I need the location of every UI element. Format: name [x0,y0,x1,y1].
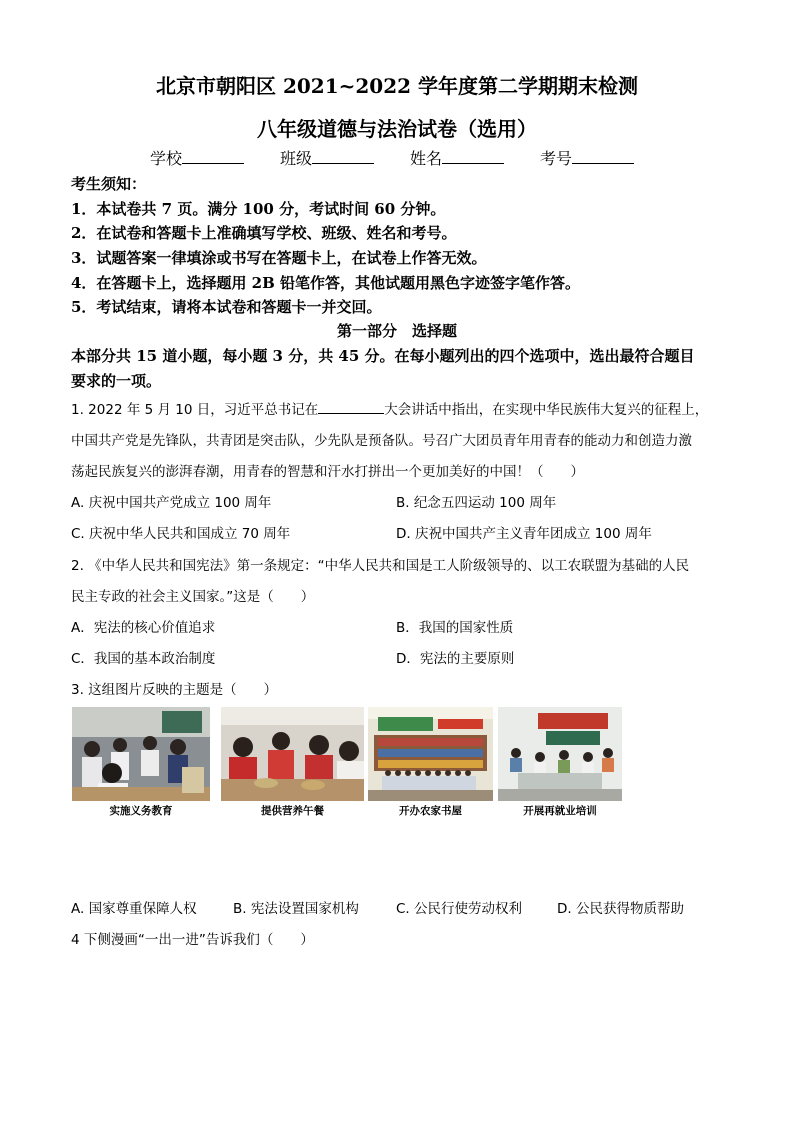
notice-heading: 考生须知： [71,175,147,193]
section-intro: 要求的一项。 [71,372,162,390]
name-blank [442,148,504,164]
q3-option-b: B. 宪法设置国家机构 [233,901,359,917]
exam-title: 北京市朝阳区 2021~2022 学年度第二学期期末检测 [155,74,638,98]
photo-caption: 开展再就业培训 [523,805,597,817]
exam-number-blank [572,148,634,164]
notice-item: 2．在试卷和答题卡上准确填写学校、班级、姓名和考号。 [71,224,457,242]
notice-item: 4．在答题卡上，选择题用 2B 铅笔作答，其他试题用黑色字迹签字笔作答。 [71,274,580,292]
question-3-stem: 3. 这组图片反映的主题是（ ） [71,682,278,698]
notice-item: 3．试题答案一律填涂或书写在答题卡上，在试卷上作答无效。 [71,249,487,267]
student-info-row [150,146,670,169]
q2-option-d: D．宪法的主要原则 [396,651,515,667]
photo-classroom [72,707,210,801]
field-name: 姓名 [410,146,504,169]
class-blank [312,148,374,164]
q2-option-c: C．我国的基本政治制度 [71,651,216,667]
question-1-line: 荡起民族复兴的澎湃春潮，用青春的智慧和汗水打拼出一个更加美好的中国！（ ） [71,464,584,480]
notice-item: 1．本试卷共 7 页。满分 100 分，考试时间 60 分钟。 [71,200,446,218]
section-title: 第一部分 选择题 [336,322,457,340]
photo-lunch [221,707,364,801]
q1-option-a: A. 庆祝中国共产党成立 100 周年 [71,495,272,511]
field-exam-number: 考号 [540,146,634,169]
q1-option-d: D. 庆祝中国共产主义青年团成立 100 周年 [396,526,652,542]
photo-caption: 开办农家书屋 [399,805,462,817]
school-blank [182,148,244,164]
photo-bookstore [368,707,493,801]
notice-item: 5．考试结束，请将本试卷和答题卡一并交回。 [71,298,382,316]
section-intro: 本部分共 15 道小题，每小题 3 分，共 45 分。在每小题列出的四个选项中，选出最符合题目 [71,347,695,365]
exam-subtitle: 八年级道德与法治试卷（选用） [257,117,537,141]
field-school: 学校 [150,146,244,169]
photo-caption: 实施义务教育 [109,805,173,817]
question-4-stem: 4 下侧漫画“一出一进”告诉我们（ ） [71,932,314,948]
field-class: 班级 [280,146,374,169]
question-2-line: 2. 《中华人民共和国宪法》第一条规定：“中华人民共和国是工人阶级领导的、以工农联盟为基础的人民 [71,558,690,574]
photo-training [498,707,622,801]
q1-option-b: B. 纪念五四运动 100 周年 [396,495,557,511]
question-1-line: 1. 2022 年 5 月 10 日，习近平总书记在 大会讲话中指出，在实现中华民族伟大复兴的征程上， [71,402,709,418]
q3-option-c: C. 公民行使劳动权利 [396,901,523,917]
photo-caption: 提供营养午餐 [261,805,324,817]
question-2-line: 民主专政的社会主义国家。”这是（ ） [71,589,315,605]
q2-option-a: A．宪法的核心价值追求 [71,620,216,636]
q3-option-a: A. 国家尊重保障人权 [71,901,197,917]
q3-option-d: D. 公民获得物质帮助 [557,901,684,917]
fill-blank [318,400,384,414]
q2-option-b: B．我国的国家性质 [396,620,514,636]
q1-option-c: C. 庆祝中华人民共和国成立 70 周年 [71,526,291,542]
question-1-line: 中国共产党是先锋队，共青团是突击队，少先队是预备队。号召广大团员青年用青春的能动力和创造力激 [71,433,692,449]
